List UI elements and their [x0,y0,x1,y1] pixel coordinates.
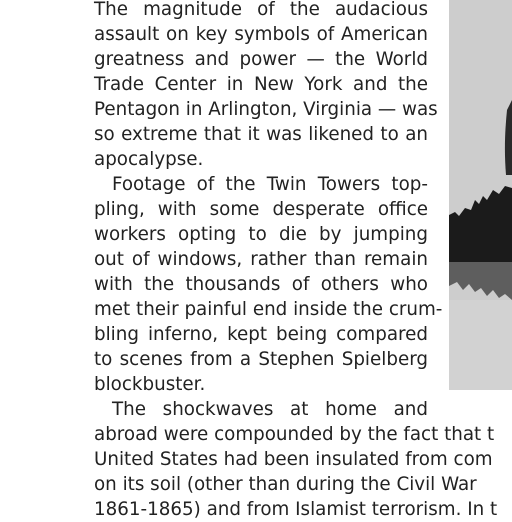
text-line: apocalypse. [94,149,204,170]
text-line: 1861-1865) and from Islamist terrorism. In t [94,499,498,520]
text-line: workers opting to die by jumping [94,224,428,245]
paragraph-2 [94,172,443,397]
text-line: blockbuster. [94,374,206,395]
text-line: greatness and power — the World [94,49,428,70]
skyline-image-graphic [449,0,512,390]
text-line: on its soil (other than during the Civil War [94,474,477,495]
text-line: pling, with some desperate office [94,199,428,220]
paragraph-3 [94,397,512,522]
text-line: The shockwaves at home and [112,399,428,420]
text-line: so extreme that it was likened to an [94,124,428,145]
article-column [94,0,443,397]
text-line: United States had been insulated from com [94,449,493,470]
text-line: met their painful end inside the crum- [94,299,443,320]
text-line: to scenes from a Stephen Spielberg [94,349,428,370]
text-line: assault on key symbols of American [94,24,428,45]
text-line: Trade Center in New York and the [94,74,428,95]
skyline-photo [449,0,512,390]
text-line: abroad were compounded by the fact that t [94,424,495,445]
text-line: with the thousands of others who [94,274,428,295]
text-line: The magnitude of the audacious [94,0,428,20]
text-line: out of windows, rather than remain [94,249,428,270]
paragraph-1 [94,0,438,172]
text-line: bling inferno, kept being compared [94,324,428,345]
text-line: Pentagon in Arlington, Virginia — was [94,99,438,120]
text-line: Footage of the Twin Towers top- [112,174,428,195]
